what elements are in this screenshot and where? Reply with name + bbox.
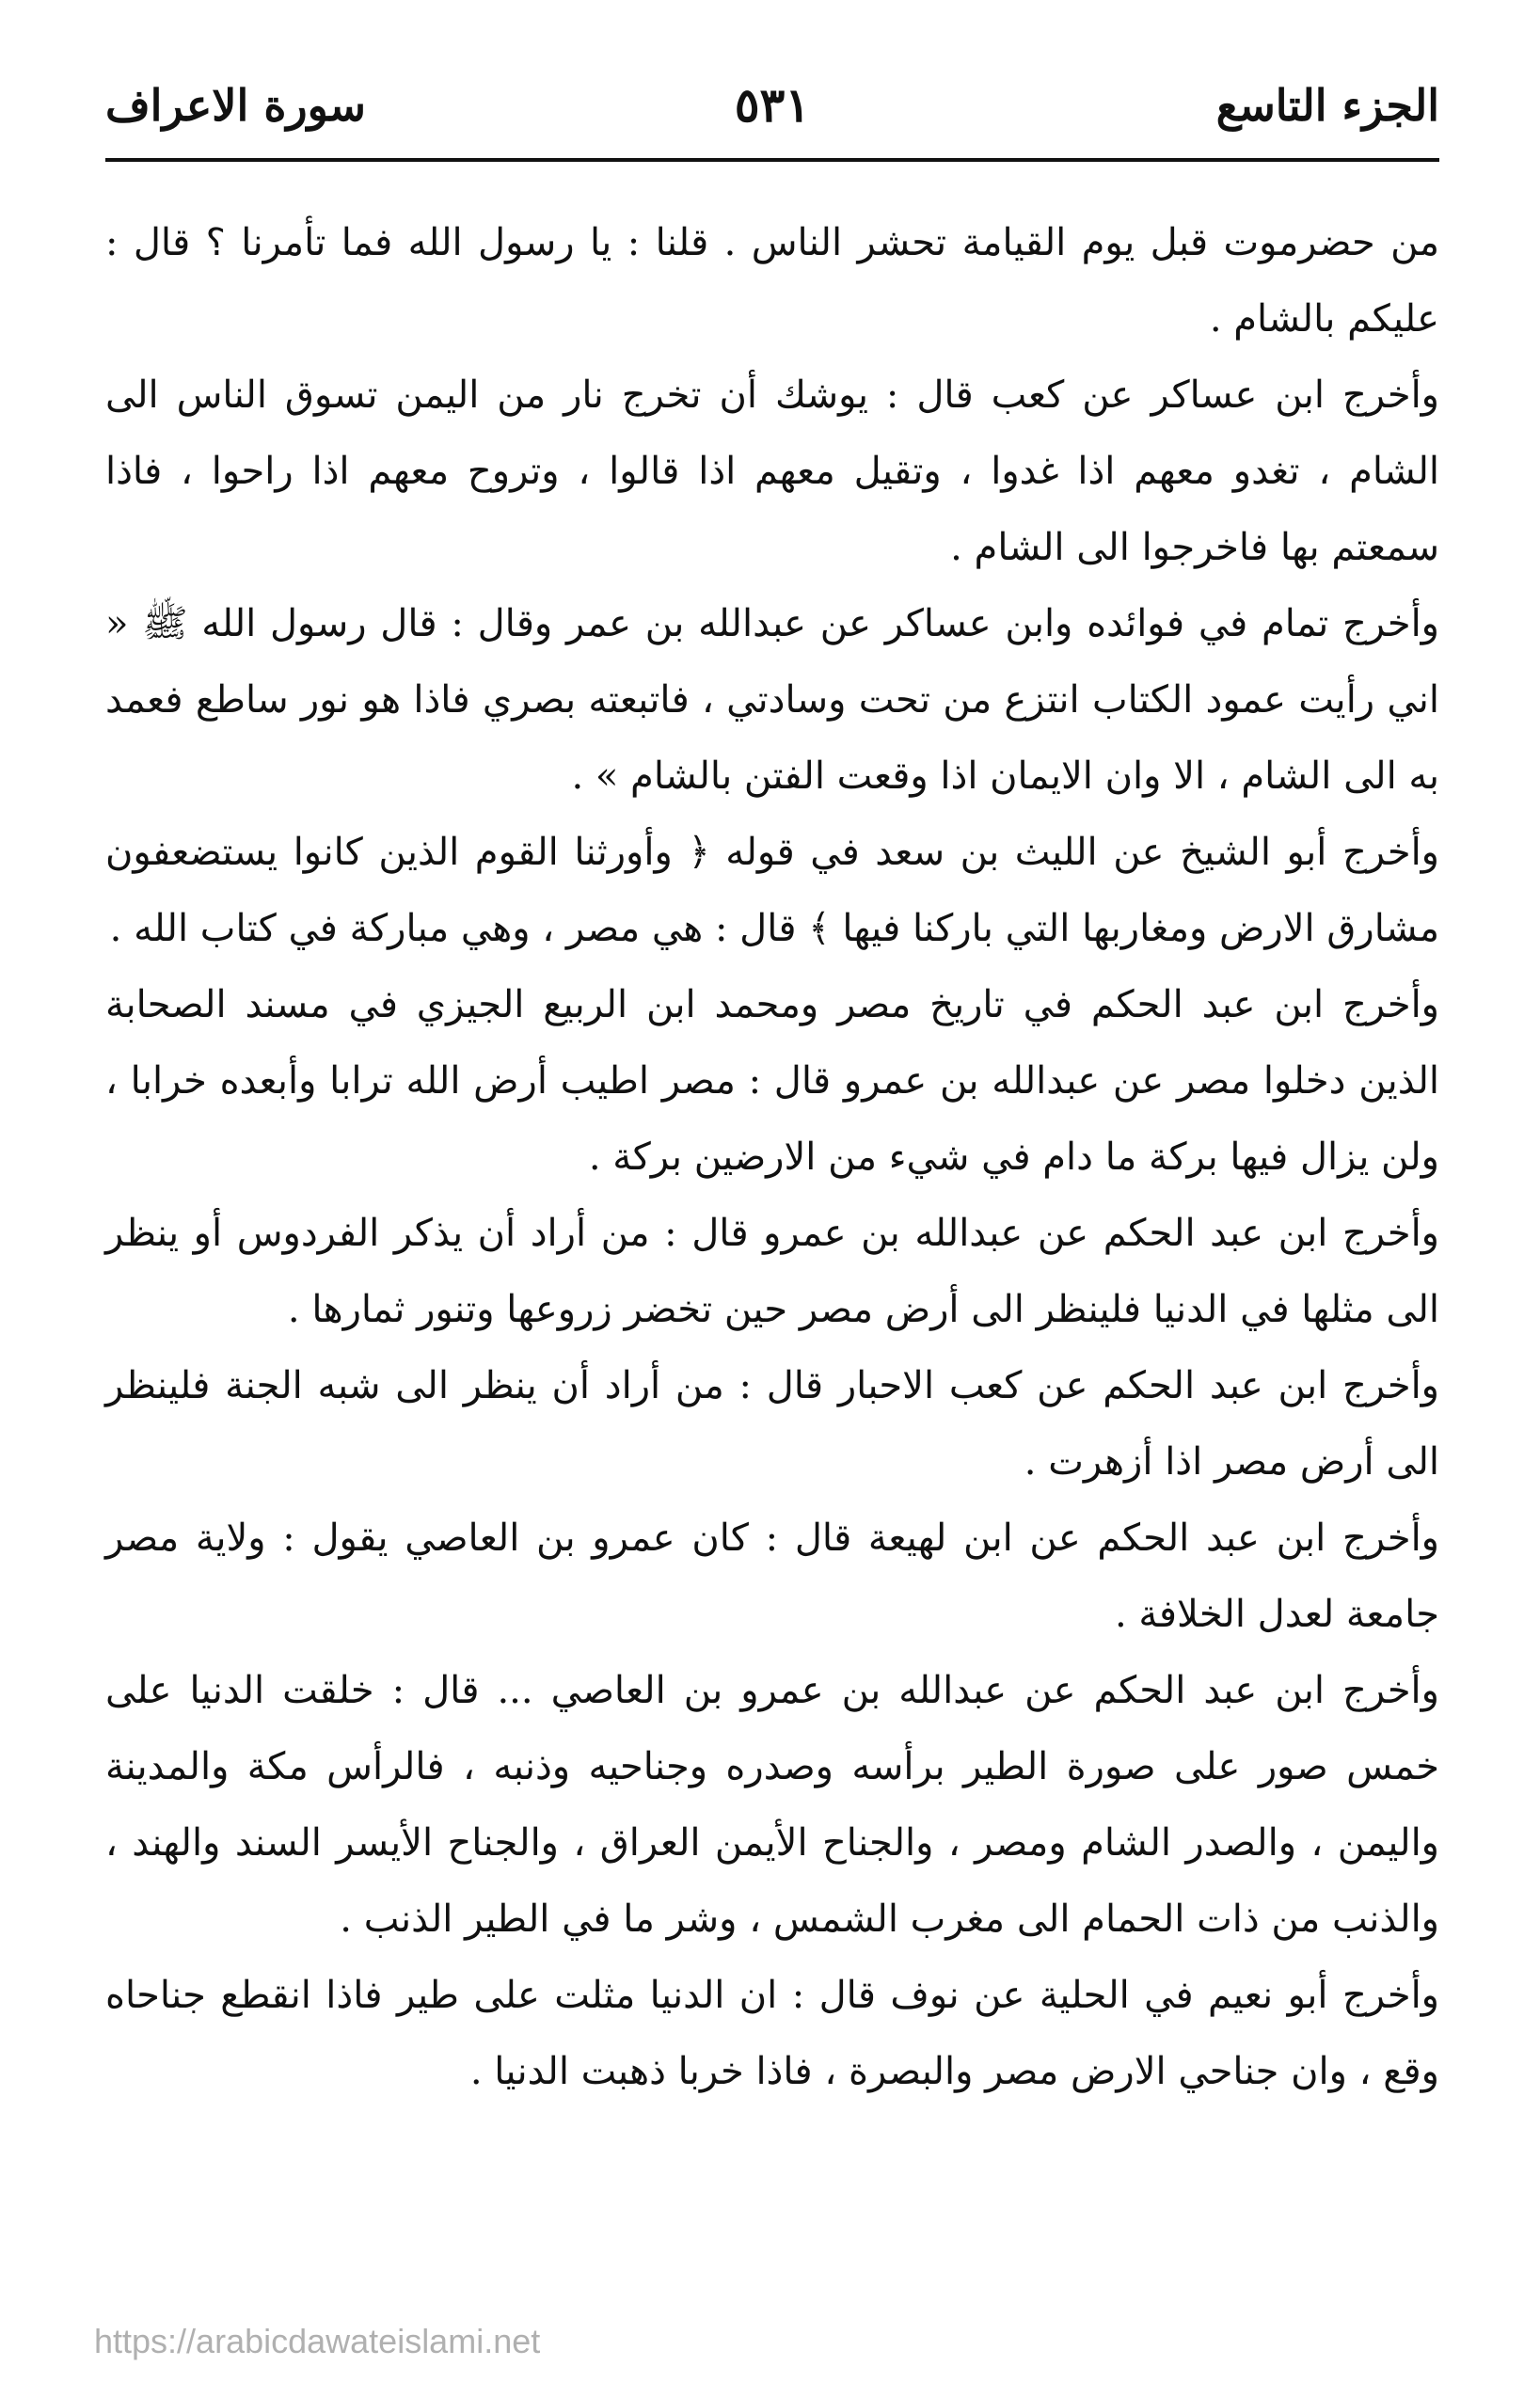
watermark-url: https://arabicdawateislami.net xyxy=(94,2322,541,2360)
paragraph-6: وأخرج ابن عبد الحكم عن عبدالله بن عمرو قال : من أراد أن يذكر الفردوس أو ينظر الى مثلها في الدنيا فلينظر الى أرض مصر حين تخضر زروعها وتنور ثمارها . xyxy=(105,1212,1439,1331)
paragraph-10: وأخرج أبو نعيم في الحلية عن نوف قال : ان الدنيا مثلت على طير فاذا انقطع جناحاه وقع ، وان جناحي الارض مصر والبصرة ، فاذا خربا ذهبت الدنيا . xyxy=(105,1974,1439,2093)
page-header xyxy=(105,68,1439,143)
paragraph-1: من حضرموت قبل يوم القيامة تحشر الناس . قلنا : يا رسول الله فما تأمرنا ؟ قال : عليكم بالشام . xyxy=(105,221,1439,341)
paragraph-4: وأخرج أبو الشيخ عن الليث بن سعد في قوله ﴿ وأورثنا القوم الذين كانوا يستضعفون مشارق الارض ومغاربها التي باركنا فيها ﴾ قال : هي مصر ، وهي مباركة في كتاب الله . xyxy=(105,831,1439,950)
paragraph-2: وأخرج ابن عساكر عن كعب قال : يوشك أن تخرج نار من اليمن تسوق الناس الى الشام ، تغدو معهم اذا غدوا ، وتقيل معهم اذا قالوا ، وتروح معهم اذا راحوا ، فاذا سمعتم بها فاخرجوا الى الشام . xyxy=(105,373,1439,569)
paragraph-3: وأخرج تمام في فوائده وابن عساكر عن عبدالله بن عمر وقال : قال رسول الله ﷺ « اني رأيت عمود الكتاب انتزع من تحت وسادتي ، فاتبعته بصري فاذا هو نور ساطع فعمد به الى الشام ، الا وان الايمان اذا وقعت الفتن بالشام » . xyxy=(105,602,1439,798)
paragraph-8: وأخرج ابن عبد الحكم عن ابن لهيعة قال : كان عمرو بن العاصي يقول : ولاية مصر جامعة لعدل الخلافة . xyxy=(105,1517,1439,1636)
paragraph-9: وأخرج ابن عبد الحكم عن عبدالله بن عمرو بن العاصي ... قال : خلقت الدنيا على خمس صور على صورة الطير برأسه وصدره وجناحيه وذنبه ، فالرأس مكة والمدينة واليمن ، والصدر الشام ومصر ، والجناح الأيمن العراق ، والجناح الأيسر السند والهند ، والذنب من ذات الحمام الى مغرب الشمس ، وشر ما في الطير الذنب . xyxy=(105,1669,1439,1941)
paragraph-5: وأخرج ابن عبد الحكم في تاريخ مصر ومحمد ابن الربيع الجيزي في مسند الصحابة الذين دخلوا مصر عن عبدالله بن عمرو قال : مصر اطيب أرض الله ترابا وأبعده خرابا ، ولن يزال فيها بركة ما دام في شيء من الارضين بركة . xyxy=(105,983,1439,1179)
header-divider xyxy=(105,158,1439,162)
page-number: ٥٣١ xyxy=(734,77,811,133)
main-text xyxy=(105,205,1439,2110)
paragraph-7: وأخرج ابن عبد الحكم عن كعب الاحبار قال : من أراد أن ينظر الى شبه الجنة فلينظر الى أرض مصر اذا أزهرت . xyxy=(105,1364,1439,1484)
part-title: الجزء التاسع xyxy=(1215,80,1439,131)
surah-title: سورة الاعراف xyxy=(105,80,366,131)
